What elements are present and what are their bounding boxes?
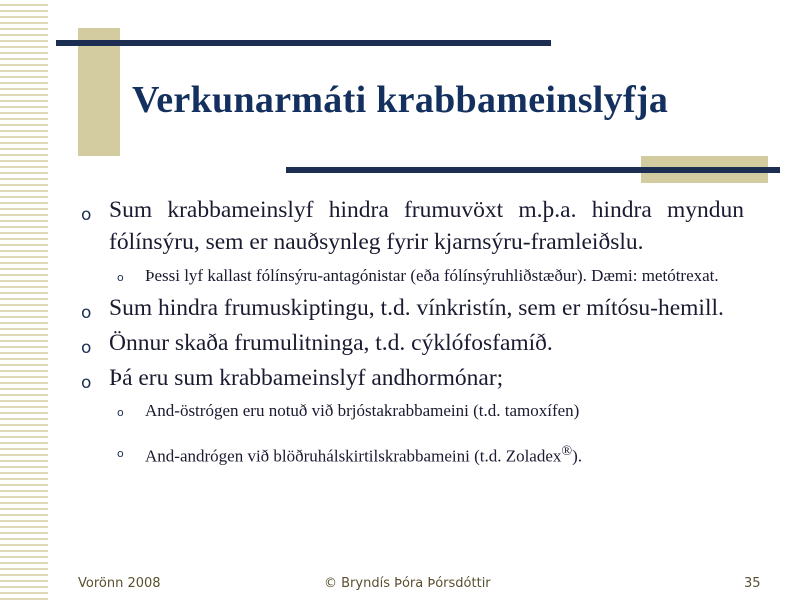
sub-bullet-item <box>117 438 744 470</box>
bullet-item <box>80 194 744 258</box>
sub-bullet-icon: o <box>117 406 124 419</box>
title-rule-bottom <box>286 167 780 173</box>
sub-bullet-text: Þessi lyf kallast fólínsýru-antagónistar (eða fólínsýruhliðstæður). Dæmi: metótrexat. <box>145 266 719 285</box>
bullet-icon: o <box>81 338 92 358</box>
bullet-text: Sum hindra frumuskiptingu, t.d. vínkristín, sem er mítósu-hemill. <box>109 295 724 321</box>
bullet-icon: o <box>81 303 92 323</box>
bullet-text: Önnur skaða frumulitninga, t.d. cýklófosfamíð. <box>109 330 553 356</box>
bullet-text: Sum krabbameinslyf hindra frumuvöxt m.þ.a. hindra myndun fólínsýru, sem er nauðsynleg fyrir kjarnsýru-framleiðslu. <box>109 197 744 255</box>
sub-bullet-icon: o <box>117 271 124 284</box>
sub-bullet-item <box>117 397 744 424</box>
bullet-item <box>80 362 744 394</box>
decorative-block-top <box>78 28 120 156</box>
decorative-stripes <box>0 0 48 600</box>
sub-bullet-text: And-östrógen eru notuð við brjóstakrabbameini (t.d. tamoxífen) <box>145 401 580 420</box>
sub-bullet-text: And-andrógen við blöðruhálskirtilskrabbameini (t.d. Zoladex <box>145 446 562 466</box>
bullet-item <box>80 292 744 324</box>
page-number: 35 <box>744 576 761 591</box>
bullet-icon: o <box>81 205 92 225</box>
title-rule-top <box>56 40 551 46</box>
bullet-text: Þá eru sum krabbameinslyf andhormónar; <box>109 365 504 391</box>
bullet-item <box>80 327 744 359</box>
sub-bullet-suffix: ). <box>572 446 583 466</box>
slide-content <box>80 194 744 470</box>
slide-title: Verkunarmáti krabbameinslyfja <box>132 79 669 121</box>
footer-author: © Bryndís Þóra Þórsdóttir <box>324 576 491 591</box>
sub-bullet-icon: o <box>117 447 124 460</box>
registered-mark: ® <box>561 443 573 459</box>
sub-bullet-item <box>117 262 744 289</box>
bullet-icon: o <box>81 373 92 393</box>
footer-semester: Vorönn 2008 <box>78 576 161 591</box>
